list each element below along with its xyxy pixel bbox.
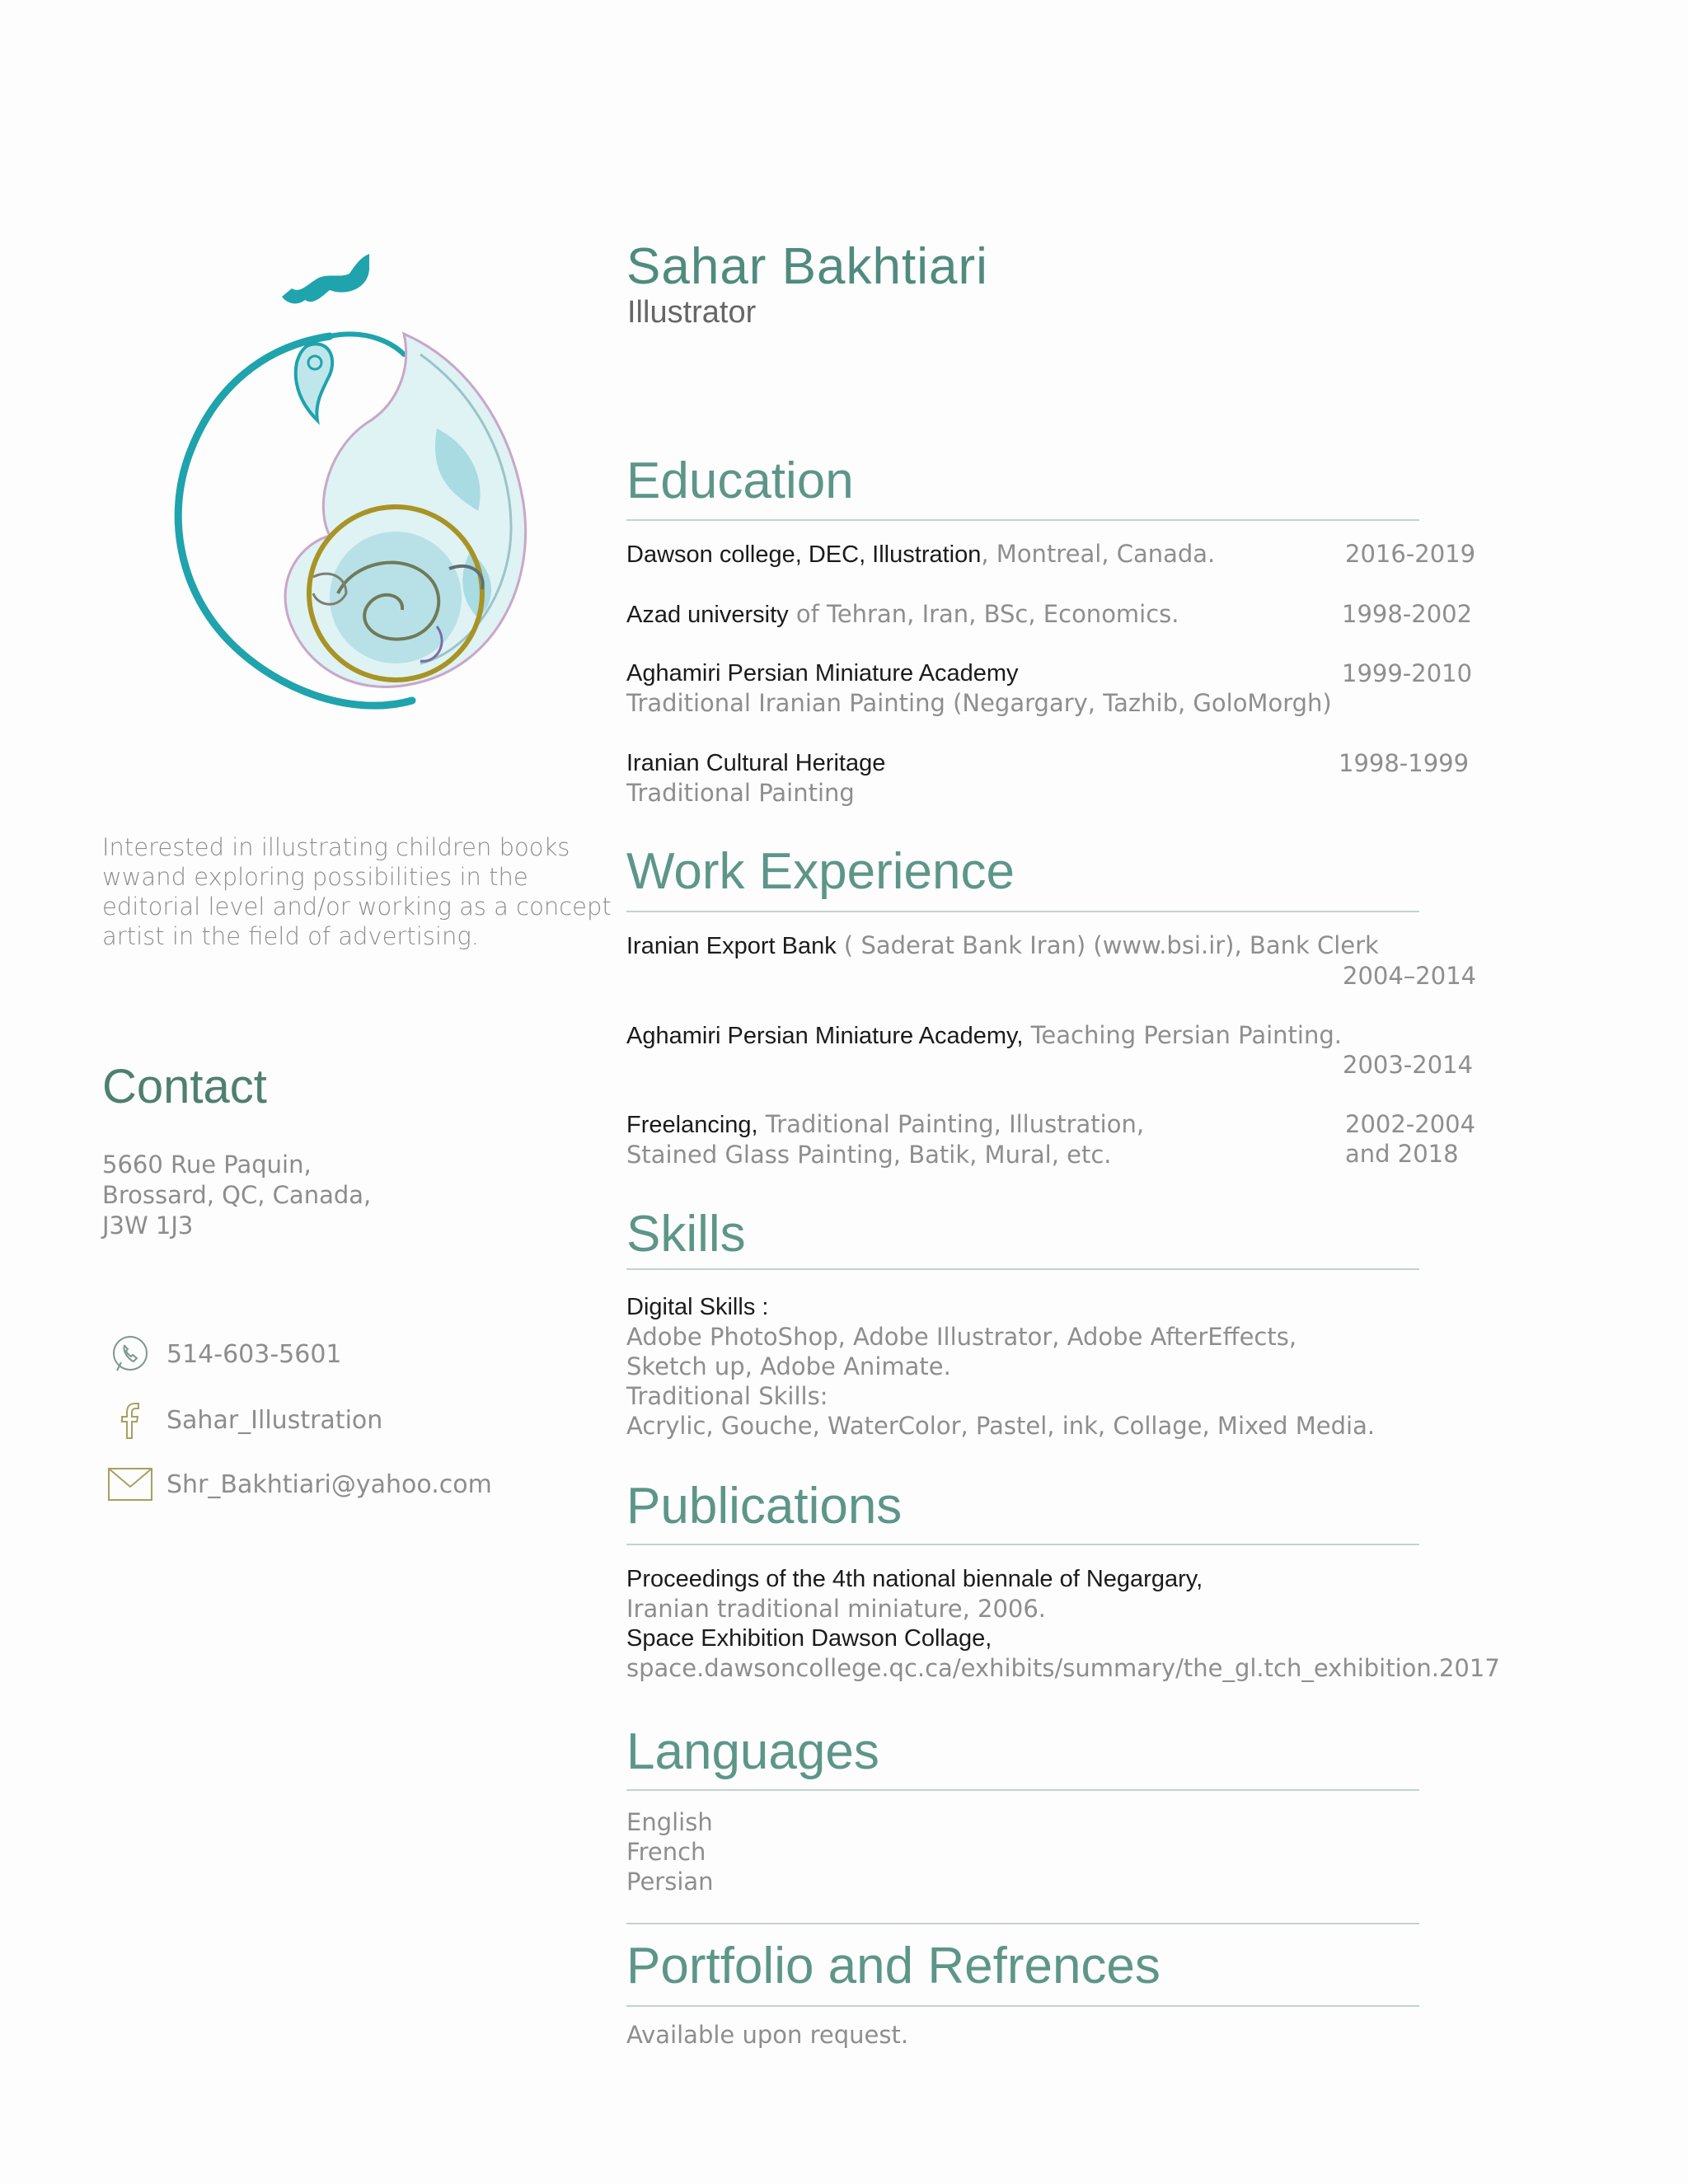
education-years: 1999-2010: [1342, 659, 1473, 687]
work-item: [626, 1109, 1144, 1169]
education-detail: Traditional Iranian Painting (Negargary, Tazhib, GoloMorgh): [626, 689, 1332, 717]
skills-block: [626, 1292, 1375, 1441]
portfolio-text: Available upon request.: [626, 2021, 909, 2049]
languages-heading: Languages: [626, 1723, 879, 1780]
work-heading: Work Experience: [626, 843, 1015, 900]
person-role: Illustrator: [627, 295, 757, 330]
publications-heading: Publications: [626, 1478, 903, 1535]
work-divider: [626, 911, 1419, 912]
contact-heading: Contact: [102, 1060, 267, 1113]
skills-divider: [626, 1268, 1419, 1270]
work-detail: Traditional Painting, Illustration,: [757, 1110, 1145, 1138]
work-years: 2003-2014: [1343, 1051, 1474, 1079]
phone-icon: [107, 1331, 153, 1377]
work-item: [626, 1020, 1342, 1051]
facebook-row[interactable]: [107, 1397, 382, 1443]
skills-heading: Skills: [626, 1206, 746, 1263]
work-detail: Stained Glass Painting, Batik, Mural, etc.: [626, 1141, 1112, 1169]
education-item: [626, 658, 1332, 718]
education-years: 1998-1999: [1339, 749, 1470, 777]
phone-row[interactable]: [107, 1331, 342, 1377]
phone-number: 514-603-5601: [166, 1339, 342, 1369]
mail-icon: [107, 1461, 153, 1507]
publication-detail: Iranian traditional miniature, 2006.: [626, 1595, 1047, 1623]
email-address: Shr_Bakhtiari@yahoo.com: [166, 1469, 492, 1499]
education-institution: Aghamiri Persian Miniature Academy: [626, 660, 1019, 687]
education-heading: Education: [626, 452, 854, 509]
education-institution: Azad university: [626, 602, 789, 628]
work-employer: Freelancing,: [626, 1112, 758, 1138]
publication-title: Space Exhibition Dawson Collage,: [626, 1625, 992, 1652]
languages-divider: [626, 1789, 1419, 1791]
address-block: [102, 1150, 514, 1241]
portfolio-heading: Portfolio and Refrences: [626, 1938, 1160, 1994]
publication-title: Proceedings of the 4th national biennale of Negargary,: [626, 1566, 1203, 1592]
paisley-logo: [124, 239, 552, 725]
publication-link: space.dawsoncollege.qc.ca/exhibits/summary/the_gl.tch_exhibition.2017: [626, 1654, 1500, 1682]
address-line: 5660 Rue Paquin,: [102, 1151, 312, 1179]
education-item: [626, 539, 1215, 569]
education-item: [626, 748, 885, 808]
publications-block: [626, 1564, 1500, 1683]
skills-line: Sketch up, Adobe Animate.: [626, 1352, 951, 1380]
language-item: French: [626, 1838, 706, 1866]
education-years: 2016-2019: [1345, 540, 1476, 568]
work-employer: Iranian Export Bank: [626, 933, 837, 959]
education-detail: , Montreal, Canada.: [981, 540, 1216, 568]
skills-line: Adobe PhotoShop, Adobe Illustrator, Adobe AfterEffects,: [626, 1323, 1297, 1351]
education-institution: Dawson college, DEC, Illustration: [626, 541, 982, 568]
skills-line: Acrylic, Gouche, WaterColor, Pastel, ink, Collage, Mixed Media.: [626, 1412, 1376, 1440]
facebook-icon: [107, 1397, 153, 1443]
work-years-line: and 2018: [1345, 1140, 1459, 1168]
education-institution: Iranian Cultural Heritage: [626, 750, 886, 776]
languages-list: [626, 1807, 714, 1896]
languages-bottom-divider: [626, 1923, 1419, 1924]
education-detail: Traditional Painting: [626, 779, 855, 807]
skills-label: Traditional Skills:: [626, 1382, 828, 1410]
work-employer: Aghamiri Persian Miniature Academy,: [626, 1023, 1024, 1049]
work-years-line: 2002-2004: [1345, 1110, 1476, 1138]
work-detail: ( Saderat Bank Iran) (www.bsi.ir), Bank Clerk: [836, 931, 1379, 959]
email-row[interactable]: [107, 1461, 492, 1507]
education-years: 1998-2002: [1342, 600, 1473, 628]
work-years: 2004–2014: [1343, 962, 1477, 990]
language-item: Persian: [626, 1868, 714, 1896]
language-item: English: [626, 1808, 713, 1836]
person-name: Sahar Bakhtiari: [626, 238, 988, 295]
address-line: J3W 1J3: [102, 1212, 194, 1240]
education-item: [626, 599, 1179, 630]
education-divider: [626, 519, 1419, 521]
education-detail: of Tehran, Iran, BSc, Economics.: [788, 600, 1179, 628]
address-line: Brossard, QC, Canada,: [102, 1181, 372, 1209]
work-item: [626, 930, 1379, 961]
work-detail: Teaching Persian Painting.: [1023, 1021, 1342, 1049]
skills-label: Digital Skills :: [626, 1294, 769, 1320]
facebook-handle: Sahar_Illustration: [166, 1405, 383, 1435]
intro-text: Interested in illustrating children books wwand exploring possibilities in the editorial level and/or working as a concept artist in the field of advertising.: [102, 833, 612, 950]
work-years: [1345, 1109, 1475, 1169]
portfolio-divider: [626, 2005, 1419, 2007]
publications-divider: [626, 1544, 1419, 1545]
